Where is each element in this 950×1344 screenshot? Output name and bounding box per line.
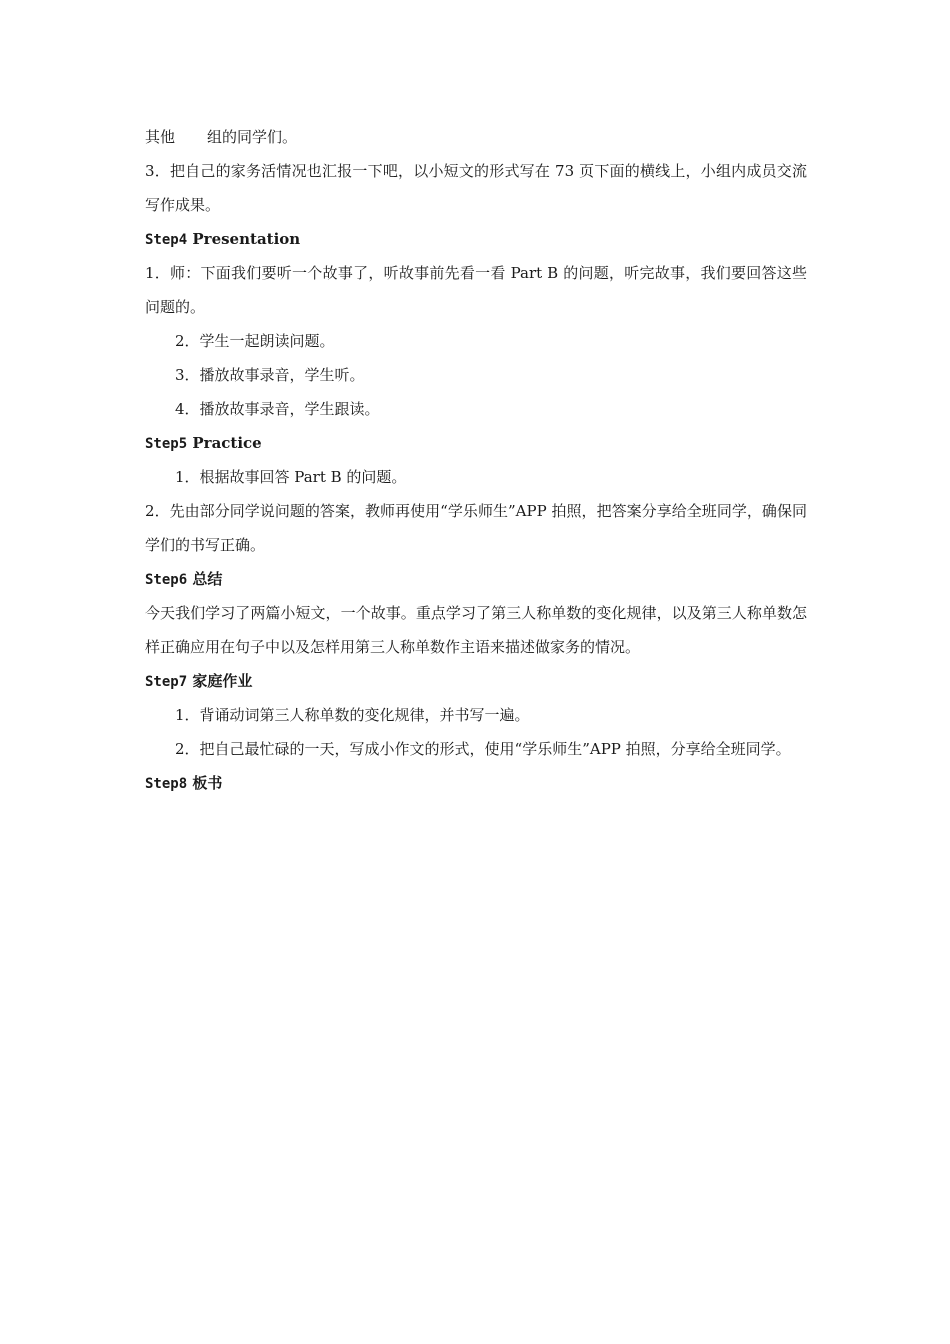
step6-summary: 今天我们学习了两篇小短文，一个故事。重点学习了第三人称单数的变化规律，以及第三人称单数怎样正确应用在句子中以及怎样用第三人称单数作主语来描述做家务的情况。 — [145, 604, 807, 656]
step5-item-2: 2．先由部分同学说问题的答案，教师再使用“学乐师生”APP 拍照，把答案分享给全班同学，确保同学们的书写正确。 — [145, 502, 807, 554]
step7-item-1: 1．背诵动词第三人称单数的变化规律，并书写一遍。 — [175, 706, 530, 724]
step4-code: Step4 — [145, 232, 188, 248]
step6-code: Step6 — [145, 572, 188, 588]
paragraph-item-3-report: 3．把自己的家务活情况也汇报一下吧，以小短文的形式写在 73 页下面的横线上，小组内成员交流写作成果。 — [145, 162, 807, 214]
step5-item-1: 1．根据故事回答 Part B 的问题。 — [175, 468, 407, 486]
step7-item-2: 2．把自己最忙碌的一天，写成小作文的形式，使用“学乐师生”APP 拍照，分享给全班同学。 — [175, 740, 791, 758]
heading-step5 — [145, 426, 807, 460]
step8-code: Step8 — [145, 776, 188, 792]
text-group-classmates: 组的同学们。 — [207, 128, 298, 146]
paragraph-others — [145, 120, 807, 154]
heading-step8 — [145, 766, 807, 800]
heading-step4 — [145, 222, 807, 256]
step7-code: Step7 — [145, 674, 188, 690]
heading-step7 — [145, 664, 807, 698]
step5-title: Practice — [192, 434, 262, 452]
text-others: 其他 — [145, 128, 176, 146]
step6-title: 总结 — [192, 570, 223, 588]
step4-item-1: 1．师：下面我们要听一个故事了，听故事前先看一看 Part B 的问题，听完故事，我们要回答这些问题的。 — [145, 264, 807, 316]
step4-item-2: 2．学生一起朗读问题。 — [175, 332, 335, 350]
step4-title: Presentation — [192, 230, 301, 248]
step8-title: 板书 — [192, 774, 223, 792]
step5-code: Step5 — [145, 436, 188, 452]
document-page — [145, 120, 807, 800]
step4-item-3: 3．播放故事录音，学生听。 — [175, 366, 365, 384]
step4-item-4: 4．播放故事录音，学生跟读。 — [175, 400, 380, 418]
step7-title: 家庭作业 — [192, 672, 253, 690]
heading-step6 — [145, 562, 807, 596]
